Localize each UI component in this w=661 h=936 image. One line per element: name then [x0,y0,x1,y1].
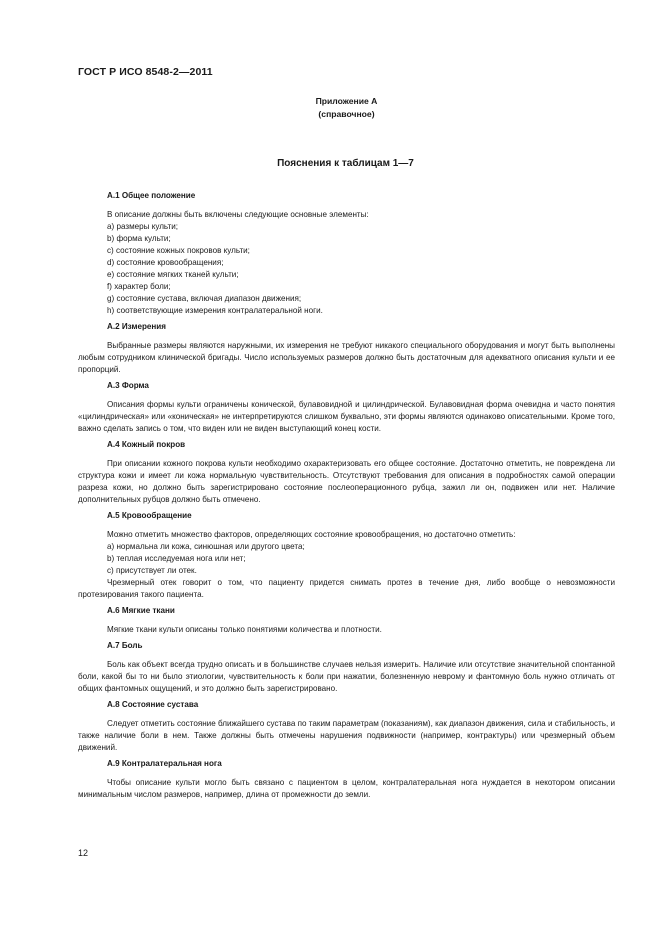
list-item: e) состояние мягких тканей культи; [107,270,239,279]
page-number: 12 [78,848,89,858]
page-title: Пояснения к таблицам 1—7 [277,158,414,169]
list-item: a) размеры культи; [107,222,178,231]
list-item: f) характер боли; [107,282,171,291]
section-a3-text: Описания формы культи ограничены конической, булавовидной и цилиндрической. Булавовидная форма очевидна и часто понятия «цилиндрическая» или «коническая» не интерпретируются слишком буквально, эти формы являются одинаково описательными. Кроме того, важно сделать запись о том, что виден или не виден выступающий конец кости. [78,400,615,433]
annex-subtitle: (справочное) [318,109,375,119]
list-item: g) состояние сустава, включая диапазон движения; [107,294,302,303]
list-item: d) состояние кровообращения; [107,258,224,267]
section-title-a1: А.1 Общее положение [107,191,196,200]
section-title-a3: А.3 Форма [107,381,149,390]
annex-heading [0,95,661,121]
list-item: b) теплая исследуемая нога или нет; [107,554,246,563]
section-a2-text: Выбранные размеры являются наружными, их измерения не требуют никакого специального оборудования и могут быть выполнены любым сотрудником клинической бригады. Число используемых размеров должно быть достаточным для адекватного описания культи и ее пропорций. [78,341,615,374]
section-a6-text: Мягкие ткани культи описаны только понятиями количества и плотности. [107,625,382,634]
section-title-a5: А.5 Кровообращение [107,511,192,520]
list-item: c) присутствует ли отек. [107,566,197,575]
section-a8-text: Следует отметить состояние ближайшего сустава по таким параметрам (показаниям), как диапазон движения, сила и стабильность, и также наличие боли в нем. Также должны быть отмечены нарушения подвижности (например, контрактуры) или чрезмерный объем движений. [78,719,615,752]
annex-title: Приложение А [315,96,378,106]
section-a9-text: Чтобы описание культи могло быть связано с пациентом в целом, контралатеральная нога нуждается в некотором описании минимальным числом размеров, например, длина от промежности до земли. [78,778,615,799]
document-code: ГОСТ Р ИСО 8548-2—2011 [78,66,213,78]
section-title-a7: А.7 Боль [107,641,143,650]
list-item: c) состояние кожных покровов культи; [107,246,250,255]
section-a7-text: Боль как объект всегда трудно описать и в большинстве случаев нельзя измерить. Наличие или отсутствие значительной спонтанной боли, какой бы то ни было этиологии, чувствительность к боли при нажатии, болезненную неврому и фантомную боль нужно отличать от общих фантомных ощущений, и это должно быть зарегистрировано. [78,660,615,693]
section-a1-intro: В описание должны быть включены следующие основные элементы: [107,210,369,219]
section-title-a4: А.4 Кожный покров [107,440,186,449]
section-title-a8: А.8 Состояние сустава [107,700,199,709]
section-title-a9: А.9 Контралатеральная нога [107,759,222,768]
section-a5-intro: Можно отметить множество факторов, определяющих состояние кровообращения, но достаточно отметить: [107,530,516,539]
list-item: a) нормальна ли кожа, синюшная или другого цвета; [107,542,305,551]
section-title-a6: А.6 Мягкие ткани [107,606,175,615]
section-a4-text: При описании кожного покрова культи необходимо охарактеризовать его общее состояние. Достаточно отметить, не повреждена ли структура кожи и имеет ли кожа нормальную чувствительность. Отсутствуют требования для описания в подробностях самой операции разреза кожи, но должно быть зарегистрировано состояние послеоперационного рубца, зажил ли он, подвижен или нет. Наличие дополнительных рубцов должно быть отмечено. [78,459,615,504]
section-title-a2: А.2 Измерения [107,322,167,331]
document-body [78,186,615,801]
list-item: b) форма культи; [107,234,171,243]
list-item: h) соответствующие измерения контралатеральной ноги. [107,306,323,315]
section-a5-text: Чрезмерный отек говорит о том, что пациенту придется снимать протез в течение дня, либо вообще о невозможности протезирования такого пациента. [78,578,615,599]
